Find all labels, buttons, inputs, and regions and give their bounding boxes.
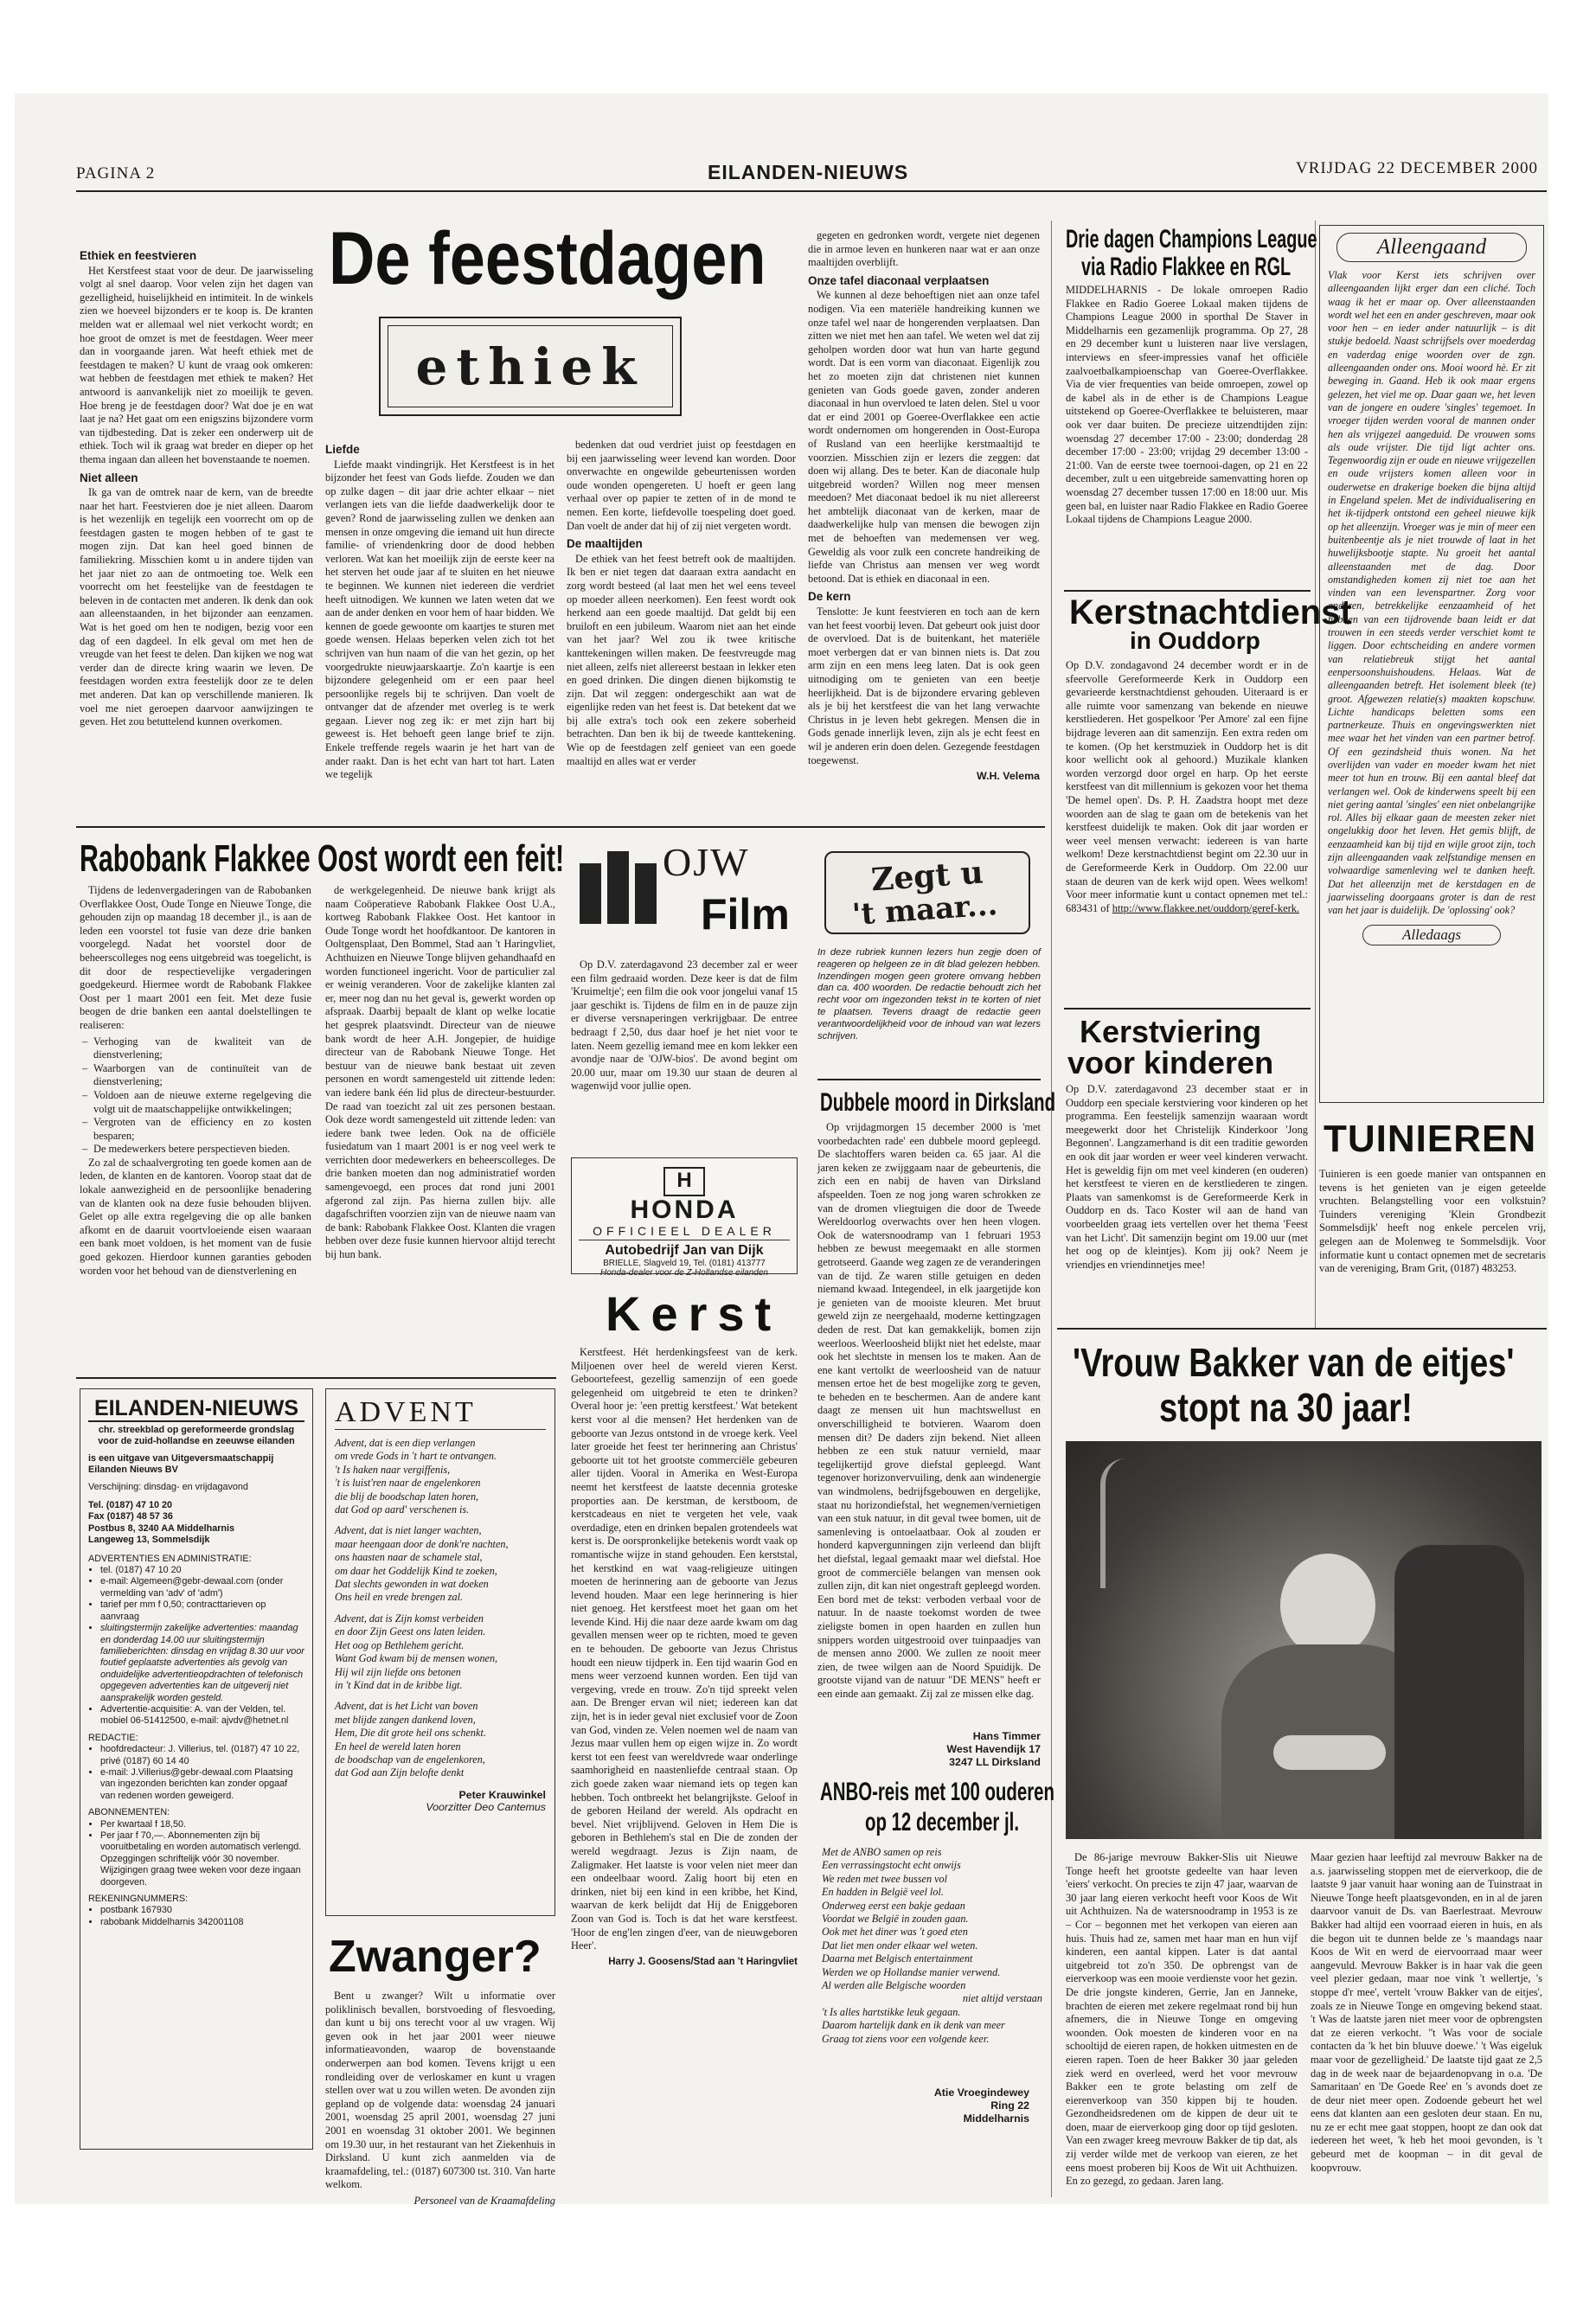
colophon-fax: Fax (0187) 48 57 36 [88,1511,173,1522]
alleengaand-box [1319,225,1544,1103]
honda-address: BRIELLE, Slagveld 19, Tel. (0181) 413777 [603,1259,766,1268]
rabobank-goals [80,1035,311,1157]
honda-dealer: OFFICIEEL DEALER [579,1224,790,1240]
advent-author: Peter Krauwinkel [458,1788,546,1801]
zegt-u-line2: 't maar... [850,888,999,933]
bakker-col1 [1066,1851,1298,2188]
poem-line: en door Zijn Geest ons laten leiden. [335,1625,486,1638]
zwanger-body [325,1990,555,2207]
poem-line: Werden we op Hollandse manier verwend. [822,1965,1001,1978]
stanza [335,1700,546,1779]
poem-line: Advent, dat is Zijn komst verbeiden [335,1612,484,1625]
issue-date: VRIJDAG 22 DECEMBER 2000 [1296,159,1538,177]
film-strip-icon [635,863,657,924]
woman-head [1280,1554,1375,1657]
woman-hands [1273,1735,1386,1770]
zwanger-title: Zwanger? [329,1932,542,1982]
rekening-list [88,1905,304,1928]
zwanger-sign: Personeel van de Kraamafdeling [413,2194,555,2207]
poem-line: Dat slechts gewonden in wat doeken [335,1578,489,1591]
paragraph: Maar gezien haar leeftijd zal mevrouw Bakker na de a.s. jaarwisseling stoppen met de eierverkoop, die de laatste 9 jaar vanuit haar woning aan de Tuinstraat in Nieuwe Tonge heeft plaatsgevonden, en in al de jaren daarvoor vanuit de Ds. van Baerlestraat. Mevrouw Bakker had altijd een voorraad eieren in huis, en als die begon uit te dunnen belde ze 's maandags naar Koos de Wit en werd de eiervoorraad maar weer aangevuld. Mevrouw Bakker is in haar vak die geen veel plezier gedaan, maar noe vink 't wellertje, 's stoppe d'r mee', vertelt 'vrouw Bakker van de eitjes', zoals ze in Nieuwe Tonge en omgeving bekend staat. 't Was de laatste jaren niet meer voor de opbrengsten dat ze eieren verkocht. ''t Was voor de sociale contacten da 'k het bin bluuve doewe.' 't Was eigeluk maar voor de gezelligheid.' De laatste tijd gaat ze 2,5 dag in de week naar de bejaardenopvang in o.a. 'De Samaritaan' en 'De Goede Ree' en 's avonds doet ze de deur niet meer open. Zodoende gebeurt het wel eens dat klanten aan een gesloten deur staan. En nu, nu ze er echt mee gaat stoppen, hoopt ze dan ook dat iedereen het weet, 'k heb het mooi gevonden, is 't gebeurd met de koopman – in dit geval de koopvrouw. [1311,1851,1542,2174]
chair-back [1394,1545,1524,1839]
signature-street: Ring 22 [990,2099,1029,2112]
paragraph: Bent u zwanger? Wilt u informatie over poliklinisch bevallen, borstvoeding of flesvoeding, dan kunt u bij ons terecht voor al uw vragen. Wij geven ook in het jaar 2001 weer nieuwe informatieavonden, waarop de bovenstaande onderwerpen aan bod komen. Tevens krijgt u een rondleiding over de verloskamer en kunt u vragen stellen over wat u zou willen weten. De avonden zijn gepland op de volgende data: woensdag 24 januari 2001, woensdag 25 april 2001, woensdag 27 juni 2001 en woensdag 31 oktober 2001. We beginnen om 19.30 uur, in het restaurant van het Ziekenhuis in Dirksland. U kunt zich aanmelden via de kraamafdeling, tel.: (0187) 607300 tst. 310. Van harte welkom. [325,1990,555,2191]
champions-title1: Drie dagen Champions League [1066,225,1317,253]
subhead: De kern [808,590,851,604]
poem-line: Dat liet men onder elkaar wel weten. [822,1939,978,1952]
poem-line: niet altijd verstaan [962,1992,1042,2005]
kerst-body [571,1346,798,2155]
poem-line: Advent, dat is een diep verlangen [335,1437,476,1449]
bakker-photo [1066,1441,1542,1839]
anbo-sign [817,2086,1029,2125]
poem-line: We reden met twee bussen vol [822,1872,947,1885]
abonnementen-list [88,1819,304,1888]
paragraph: Op vrijdagmorgen 15 december 2000 is 'met voorbedachten rade' een dubbele moord gepleegd. De slachtoffers waren beiden ca. 65 jaar. Al die jaren keken ze zwijggaam naar de gebeurtenis, die zich een en nabij de haven van Dirksland afspeelden. Toen ze nog jong waren schrokken ze van de dromen vliegtuigen die door de Tweede Wereldoorlog overwachts over hen heen vlogen. Ook de watersnoodramp van 1 februari 1953 hebben ze bewust meegemaakt en alle stormen getrotseerd. Gaande weg zagen ze de veranderingen van de tijd. Ze waren stille getuigen en deden niemand kwaad. Integendeel, in elk jaargetijde kon je genieten van de mooiste kleuren. Met bruut geweld zijn ze neergehaald, moderne kettingzagen deden de rest. Dat kan gemakkelijk, bomen zijn weerloos. Weerloosheid blijkt niet het edelste, maar ook het slechtste in mensen los te maken. Aan de ene kant vertolkt de weerloosheid van de natuur mensen ertoe het de best mogelijke zorg te geven, te beheden en te beschermen. Aan de andere kant daagt ze mensen uit hun machtswellust en onverschilligheid te botvieren. Waarom doen mensen dit? De daders zijn bekend. Niet alleen hebben ze een stuk natuur vernield, maar tegelijkertijd grove diefstal gepleegd. Want tegenover horizonvervuiling, denk aan windenergie van windmolens, bedrijfsgebouwen en dergelijke, staat nu horizondiefstal, het wegnemen/vernietigen van een stuk natuur, in dit geval twee bomen, uit de samenleving is ontoelaatbaar. Ook al zouden er honderd kapvergunningen zijn verleend dan blijft het diefstal, legaal gemaakt maar wel diefstal. Hoe groot de commerciële belangen van mensen ook zullen zijn, dit kan niet ongestraft gepleegd worden. Een bord met de tekst: verboden verbaal voor de natuur. In de naaste toekomst worden de twee zieligste bomen in open haarden en zullen hun snippers worden uitgestrooid over tuinpaadjes van de mensen anno 2000. We zullen ze nooit meer zien, de twee wilgen aan de Noord Spuidijk. De grootste vijand van de natuur "DE MENS" heeft er een einde aan gemaakt. Zij zal ze missen elke dag. [817,1121,1041,1700]
alleengaand-title: Alleengaand [1336,233,1527,262]
ethiek-logo-text: ethiek [415,337,645,396]
paragraph [1066,659,1308,915]
author-signature: W.H. Velema [977,770,1040,783]
paragraph: Tijdens de ledenvergaderingen van de Rabobanken Overflakkee Oost, Oude Tonge en Nieuwe Tonge, die gehouden zijn op maandag 18 december jl., is aan de leden een voorstel tot fusie van deze drie banken voorgelegd. Nadat het voorstel door de beheerscolleges nog eens uitgebreid was toegelicht, is dit door de respectievelijke vergaderingen goedgekeurd. Hiermee wordt de Rabobank Flakkee Oost per 1 maart 2001 een feit. Met deze fusie beogen de drie banken een aantal doelstellingen te realiseren: [80,884,311,1031]
stanza [335,1612,546,1692]
tuinieren-title: TUINIEREN [1324,1118,1537,1160]
feestdagen-title: De feestdagen [329,217,766,300]
signature-name: Atie Vroegindewey [933,2086,1029,2099]
honda-ad [571,1157,798,1278]
list-item: • tel. (0187) 47 10 20 [100,1565,304,1576]
poem-line: Daarom hartelijk dank en ik denk van meer [822,2019,1005,2032]
poem-line: Ons heil en vrede brengen zal. [335,1591,464,1604]
poem-line: die blij de boodschap laten horen, [335,1490,479,1503]
honda-brand: HONDA [630,1195,739,1224]
poem-line: Advent, dat is niet langer wachten, [335,1524,482,1537]
kerstnacht-link[interactable]: http://www.flakkee.net/ouddorp/geref-kerk. [1112,901,1300,914]
dubbele-sign [817,1730,1041,1769]
poem-line: En hadden in België veel lol. [822,1886,944,1899]
list-item: • Advertentie-acquisitie: A. van der Velden, tel. mobiel 06-51412500, e-mail: ajvdv@hetnet.nl [100,1704,304,1727]
kerst-title: Kerst [606,1286,782,1341]
advent-author-role: Voorzitter Deo Cantemus [426,1800,546,1813]
subhead: Niet alleen [80,471,138,484]
colophon-tagline: chr. streekblad op gereformeerde grondslag voor de zuid-hollandse en zeeuwse eilanden [98,1425,295,1447]
kerstviering-title2: voor kinderen [1067,1045,1274,1080]
kerstnacht-title1: Kerstnachtdienst [1069,593,1352,631]
colophon-publisher: is een uitgave van Uitgeversmaatschappij Eilanden Nieuws BV [88,1452,274,1476]
lamp-shape [1100,1458,1152,1588]
poem-line: Advent, dat is het Licht van boven [335,1700,478,1713]
list-item: – Verhoging van de kwaliteit van de dienstverlening; [93,1035,311,1062]
poem-line: Een verrassingstocht echt onwijs [822,1859,961,1872]
rabobank-title: Rabobank Flakkee Oost wordt een feit! [80,837,565,880]
poem-line: met blijde zangen dankend loven, [335,1713,476,1726]
paragraph: Kerstfeest. Hét herdenkingsfeest van de kerk. Miljoenen over heel de wereld vieren Kerst. Geboortefeest, gezellig samenzijn of een goede gelegenheid om uitgebreid te eten te drinken? Overal hoor je: 'een prettig kerstfeest.' Wat betekent kerst voor al die mensen? Het herdenken van de geboorte van Jezus ontstond in de vroege kerk. Veel later groeide het feest ter herinnering aan Christus' geboorte uit tot het grootste commerciële gebeuren aller tijden. Vooral in Amerika en West-Europa neemt het kerstfeest de laatste decennia groteske proporties aan. De kerstman, de kerstboom, de kerstcadeaus en niet te vergeten het vele, vaak overdadige, eten en drinken bepalen grotendeels wat kerst is. De oorspronkelijke betekenis wordt vaak op romantische wijze in stand gehouden. Een kerststal, het kerstkind en wat vaag-religieuze uitingen moeten de herinnering aan de geboorte van Jezus levend houden. Maar een lege herinnering is hier niet genoeg. Het kerstfeest moet het gaan om het levende Kind. Hij die naar deze aarde kwam om dag gevallen mensen weer op te richten, moed te geven en te behouden. De geboorte van Jezus Christus houdt een nieuw tijdperk in. Een tijd waarin God en mens weer verzoend kunnen worden. Een tijd van vergeving, vrede en trouw. Zo'n tijd spreekt velen aan. De Brenger ervan wil niet; iedereen kan dat zijn, het is in ieder geval niet exclusief voor de Zoon van God, vinden ze. Velen noemen wel de naam van Jezus maar vullen hem op eigen wijze in. Zo wordt kerst tot een feest van wereldvrede waar onderlinge saamhorigheid en naastenliefde centraal staan. Op zich goede zaken waar niemand iets op tegen kan hebben. Toch ontbreekt het belangrijkste. Geloof in de geboren Heiland der wereld. Als opdracht en bevel. Niet vrijblijvend. Geloven in Hem Die is geboren in Bethlehem's stal en Die de zonden der wereld wegdraagt. Jezus is Zijn naam, de Zaligmaker. Het laatste is voor velen niet meer dan een ondeelbaar woord. Zalig hoort bij eten en drinken, niet bij een kind in een kribbe, het Kind, waarvan de kerk belijdt dat Hij de Eniggeboren Zoon van God is. Toch is dat het ware kerstfeest. 'Hoor de eng'len zingen d'eer, van de nieuwgeboren Heer'. [571,1346,798,1952]
signature-city: 3247 LL Dirksland [949,1756,1041,1768]
honda-h-icon: H [663,1167,705,1196]
dubbele-body [817,1121,1041,1727]
paragraph: Op D.V. zaterdagavond 23 december zal er weer een film gedraaid worden. Deze keer is dat de film 'Kruimeltje'; een film die ook voor jongelui vanaf 15 jaar geschikt is. Tijdens de film en in de pauze zijn er diverse versnaperingen verkrijgbaar. De entree bedraagt f 2,50, dus daar hoef je het niet voor te laten. Neem gezellig iemand mee en kom lekker een avondje naar de 'OJW-bios'. De avond begint om 20.00 uur, maar om 19.30 uur staan de deuren al wagenwijd voor jullie open. [571,958,798,1093]
paragraph: Zo zal de schaalvergroting ten goede komen aan de leden, de klanten en de kantoren. Voorop staat dat de lokale aanwezigheid en de persoonlijke benadering van de klanten ook na deze fusie behouden blijven. Gelet op alle extra regelgeving die op alle banken afkomt en de daaruit voortvloeiende eisen waaraan een bank moet voldoen, is het moment van de fusie goed gekozen. Hierdoor kunnen garanties geboden worden voor het behoud van de dienstverlening en [80,1156,311,1277]
poem-line: Ook met het diner was 't goed eten [822,1926,968,1939]
advent-box [325,1388,555,1916]
poem-line: Onderweg eerst een bakje gedaan [822,1899,965,1912]
feestdagen-col1 [80,245,313,798]
bakker-col2 [1311,1851,1542,2174]
page-number: PAGINA 2 [76,164,156,183]
honda-tagline: Honda-dealer voor de Z-Hollandse eilanden [599,1268,768,1278]
list-item: – Voldoen aan de nieuwe externe regelgeving die volgt uit de maatschappelijke ontwikkelingen; [93,1089,311,1116]
list-item: • rabobank Middelharnis 342001108 [100,1917,304,1928]
poem-line: 't Is haken naar vergiffenis, [335,1463,451,1476]
honda-company: Autobedrijf Jan van Dijk [605,1243,764,1258]
ethiek-logo [379,317,682,416]
list-item: • Per kwartaal f 18,50. [100,1819,304,1830]
rabobank-col2 [325,884,555,1368]
poem-line: maar heengaan door de donk're nachten, [335,1537,509,1550]
colophon-address: Langeweg 13, Sommelsdijk [88,1535,210,1546]
poem-line: in 't Kind dat in de kribbe ligt. [335,1678,463,1691]
zegt-u-line1: Zegt u [869,854,985,899]
poem-line: ons haasten naar de schamele stal, [335,1551,483,1564]
signature-name: Hans Timmer [972,1730,1041,1742]
poem-line: de boodschap van de engelenkoren, [335,1753,485,1766]
paragraph: We kunnen al deze behoeftigen niet aan onze tafel nodigen. Via een materiële handreiking kunnen we onze tafel wel naar de hongerenden verplaatsen. Dan zitten we niet met hen aan tafel. We weten wel dat zij geholpen worden door wat hun van harte gegund wordt. Dat is een vorm van diaconaat. Eigenlijk zou het zo moeten zijn dat christenen niet kunnen genieten van Gods goede gaven, zonder anderen diaconaal in hun overvloed te laten delen. Stel u voor dat er eind 2001 op Goeree-Overflakkee een actie wordt ondernomen om hongerenden in Oost-Europa of Rusland van een heerlijke kerstmaaltijd te voorzien. Misschien zijn er lezers die zeggen: dat doen wij allang. Des te beter. Kan de diaconale hulp uitgebreid worden? Willen nog meer mensen meedoen? Met diaconaat bedoel ik nu niet allereerst het ambtelijk diaconaat van de kerken, maar de daadwerkelijke hulp van mensen die bewogen zijn met de behoeften van medemensen ver weg. Geweldig als voor zulk een concrete handreiking de liefde van Christus aan mensen ver weg wordt betoond. Dat is ethiek en diaconaal in een. [808,289,1040,585]
list-item: • hoofdredacteur: J. Villerius, tel. (0187) 47 10 22, privé (0187) 60 14 40 [100,1744,304,1767]
paragraph: Ik ga van de omtrek naar de kern, van de breedte naar het hart. Feestvieren doe je niet alleen. Daarom is het wezenlijk en tegelijk een voorrecht om op de feestdagen gasten te mogen hebben of te gast te mogen zijn. Dat kan heel goed binnen de familiekring. Misschien komt u in andere tijden van het jaar niet zo aan de ontmoeting toe. Welk een voorrecht om het feestelijke van de feestdagen te beleven in de contacten met anderen. Ik denk dan ook aan alleenstaanden, in het bijzonder aan eenzamen. Wat is het goed om hen te nodigen, bezig voor een dag of een dagdeel. In elk geval om met hen de vreugde van het feest te delen. Dan kijken we nog wat verder dan de directe kring waarin we leven. De feestdagen worden extra feestelijk door ze te delen met anderen. Dat kan op verschillende manieren. Ik voel me niet geroepen daarvoor aanwijzingen te geven. Het zou betuttelend kunnen overkomen. [80,486,313,728]
advent-title: ADVENT [335,1396,546,1430]
poem-line: dat God op aard' verschenen is. [335,1503,470,1516]
page-header [76,156,1547,190]
tuinieren-body [1319,1168,1546,1324]
feestdagen-col4 [808,229,1040,817]
alleengaand-sign: Alledaags [1362,925,1501,945]
poem-line: Want God kwam bij de mensen wonen, [335,1652,498,1665]
kerstnacht-title2: in Ouddorp [1130,627,1260,654]
poem-line: om daar het Goddelijk Kind te zoeken, [335,1564,497,1577]
dubbele-title: Dubbele moord in Dirksland [820,1088,1056,1117]
feestdagen-col3 [567,439,796,798]
paragraph: Tenslotte: Je kunt feestvieren en toch aan de kern van het feest voorbij leven. Dat gebeurt ook juist door de overvloed. Dat is de buitenkant, het materiële moet verbergen dat er van binnen niets is. Dat zou arm zijn en een mens leeg laten. Dat is ook geen uitnodiging om te genieten van een beetje heerlijkheid. Dat is de bijzondere ervaring gebleven als je bij het kerstfeest die van het lang verwachte Christus in je leven hebt gekregen. Mensen die in Gods genade innerlijk leven, zijn als je echt feest en wil je anderen erin doen delen. Gezegende feestdagen toegewenst. [808,606,1040,766]
kerstnacht-body [1066,659,1308,1002]
zegt-u-logo [817,846,1038,941]
anbo-poem [822,1846,1042,2046]
subhead: Onze tafel diaconaal verplaatsen [808,273,990,287]
poem-line: Met de ANBO samen op reis [822,1846,942,1858]
kerst-sign: Harry J. Goosens/Stad aan 't Haringvliet [608,1956,798,1967]
poem-line: 't Is alles hartstikke leuk gegaan. [822,2005,961,2018]
list-item: • tarief per mm f 0,50; contracttarieven op aanvraag [100,1599,304,1623]
anbo-title1: ANBO-reis met 100 ouderen [820,1778,1054,1806]
poem-line: En heel de wereld laten horen [335,1740,461,1753]
rekening-heading: REKENINGNUMMERS: [88,1894,189,1905]
paragraph: gegeten en gedronken wordt, vergete niet degenen die in armoe leven en hunkeren naar wat er aan onze maaltijden overblijft. [808,229,1040,269]
advent-poem [335,1437,546,1780]
colophon-postbus: Postbus 8, 3240 AA Middelharnis [88,1522,234,1534]
poem-line: 't is luist'ren naar de engelenkoren [335,1477,481,1490]
paragraph: Tuinieren is een goede manier van ontspannen en tevens is het genieten van je eigen geteelde vruchten. Belangstelling voor een volkstuin? Tuinders vereniging 'Klein Grondbezit Sommelsdijk' heeft nog enkele percelen vrij, gelegen aan de Molenweg te Sommelsdijk. Voor informatie kunt u contact opnemen met de secretaris van de vereniging, Bram Grit, (0187) 483253. [1319,1168,1546,1275]
poem-line: Het oog op Bethlehem gericht. [335,1638,465,1651]
poem-line: Graag tot ziens voor een volgende keer. [822,2032,990,2045]
ojw-letters: OJW [663,840,750,884]
signature-street: West Havendijk 17 [946,1743,1041,1755]
colophon-box [80,1388,313,2150]
paragraph: De 86-jarige mevrouw Bakker-Slis uit Nieuwe Tonge heeft het grootste gedeelte van haar leven 'eiers' verkocht. On precies te zijn 47 jaar, waarvan de 30 jaar lang eieren verkocht heeft voor Koos de Wit uit Achthuizen. Na de watersnoodramp in 1953 is ze – Cor – begonnen met het verkopen van eieren aan huis. Thuis had ze, samen met haar man en hun vijf kinderen, een aantal kippen. Later is dat aantal uitgebreid tot zo'n 350. De opbrengst van de eierverkoop was een mooie verdienste voor het gezin. De drie jongste kinderen, Gerrie, Jan en Janneke, brachten de eieren met zekere regelmaat rond bij hun afnemers, die in Nieuwe Tonge en omgeving woonden. Ook moesten de kinderen voor en na schooltijd de eieren rapen, de hokken uitmesten en de eieren rapen. Toen de heer Bakker 30 jaar geleden ziek werd en overleed, werd het voor mevrouw Bakker een te grote belasting om zelf de eierenverkoop van 350 kippen bij te houden. Gezondheidsredenen om de kippen de deur uit te doen, maar de eierverkoop ging door op tijd gesloten. Van een zwager kreeg mevrouw Bakker de tip dat, als zij verder wilde met de verkoop van eieren, ze het eens moest proberen bij Koos de Wit uit Achthuizen. En zo gezegd, zo gedaan. Jaren lang. [1066,1851,1298,2188]
poem-line: Daarna met Belgisch entertainment [822,1952,973,1965]
paragraph: Op D.V. zaterdagavond 23 december staat er in Ouddorp een speciale kerstviering voor kinderen op het programma. Een feestelijk samenzijn waaraan wordt meegewerkt door het Christelijk Kinderkoor 'Jong Begonnen'. Langzamerhand is dit een traditie geworden en ook dit jaar worden er weer veel kinderen verwacht. Het is geweldig fijn om met veel kinderen (en ouderen) het kerstfeest te vieren en de kerstliederen te zingen. Plaats van samenkomst is de Gereformeerde Kerk in Ouddorp en ds. Taco Koster wil aan de hand van voorbeelden graag iets vertellen over het thema 'Feest van het Licht'. Dit samenzijn begint om 19.00 uur (met het oog op de kleintjes). Kom jij ook? Neem je vriendjes en vriendinnetjes mee! [1066,1083,1308,1271]
subhead: De maaltijden [567,537,643,551]
paragraph: De ethiek van het feest betreft ook de maaltijden. Ik ben er niet tegen dat daaraan extra aandacht en zorg wordt besteed (al laat men het wel eens teveel op moeder alleen neerkomen). Een feest wordt ook herkend aan een goede maaltijd. Dat geldt bij een bruiloft en een jubileum. Waarom niet aan het einde van het jaar? Wel zou ik twee kritische kanttekeningen willen maken. De feestvreugde mag niet alleen, zelfs niet allereerst bestaan in lekker eten en goed drinken. Die dingen dienen bijkomstig te zijn. Dat wil zeggen: ondergeschikt aan wat de eigenlijke reden van het feest is. Dat betekent dat we bij alle extra's toch ook een zekere soberheid betrachten. Dan ben ik bij de tweede kanttekening. Wie op de feestdagen zelf genieet van een goede maaltijd en alles wat er verder [567,552,796,767]
paragraph: Het Kerstfeest staat voor de deur. De jaarwisseling volgt al snel daarop. Voor velen zijn het dagen van gezelligheid, huiselijkheid en intimiteit. In de winkels zien we hoeveel bijzonders er te koop is. De kranten melden wat er allemaal wel niet verkocht wordt; en hoe groot de omzet is met de feestdagen. Weer meer dan in voorgaande jaren. Wat heeft ethiek met de feestdagen te maken? U kunt de vraag ook omkeren: wat hebben de feestdagen met ethiek te maken? Het antwoord is aanvankelijk niet zo moeilijk te geven. Hoe breng je de feestdagen door? Wat doe je en wat laat je na? Het gaat om een enigszins bijzondere vorm van tijdbesteding. Dat is zeker een onderwerp uit de ethiek. Toch wil ik graag wat breder en dieper op het thema ingaan dan alleen het bovenstaande te noemen. [80,264,313,465]
ads-list [88,1565,304,1727]
poem-line: Voordat we België in zouden gaan. [822,1913,969,1926]
list-item: • e-mail: Algemeen@gebr-dewaal.com (onder vermelding van 'adv' of 'adm') [100,1576,304,1599]
ads-heading: ADVERTENTIES EN ADMINISTRATIE: [88,1553,252,1564]
ojw-logo [571,839,792,956]
feestdagen-col2 [325,439,554,798]
bakker-title1: 'Vrouw Bakker van de eitjes' [1073,1340,1515,1385]
colophon-days: Verschijning: dinsdag- en vrijdagavond [88,1481,248,1492]
poem-line: Hij wil zijn liefde ons betonen [335,1665,461,1678]
paragraph: de werkgelegenheid. De nieuwe bank krijgt als naam Coöperatieve Rabobank Flakkee Oost U.A., kortweg Rabobank Flakkee Oost. Het kantoor in Oude Tonge wordt het hoofdkantoor. De kantoren in Ooltgensplaat, Den Bommel, Stad aan 't Haringvliet, Achthuizen en Nieuwe Tonge blijven gehandhaafd en worden functioneel ingericht. Voor de particulier zal er weinig veranderen. Voor de zakelijke klanten zal er, meer nog dan nu het geval is, gewerkt worden op afspraak. Daarbij bepaalt de klant op welke locatie het gesprek plaatsvindt. Directeur van de nieuwe bank wordt de heer A.H. Jongepier, de huidige directeur van de Rabobank Nieuwe Tonge. Het bestuur van de nieuwe bank bestaat uit zeven personen en wordt samengesteld uit zittende leden: van iedere bank één lid plus de directeur-bestuurder. De raad van toezicht zal uit zes personen bestaan. Ook deze wordt samengesteld uit zittende leden: van iedere bank twee leden. Ook na de officiële fusiedatum van 1 maart 2001 is er nog veel werk te verrichten door medewerkers en beheerscolleges. De drie banken moeten dan nog administratief worden samengevoegd, een proces dat rond juni 2001 afgerond zal zijn. Pas hierna zullen bijv. alle dagafschriften voorzien zijn van de nieuwe naam van de bank: Rabobank Flakkee Oost. Klanten die vragen hebben over deze fusie kunnen hiervoor altijd terecht bij hun bank. [325,884,555,1261]
redactie-list [88,1744,304,1802]
kerstnacht-text: Op D.V. zondagavond 24 december wordt er in de sfeervolle Gereformeerde Kerk in Ouddorp een gevarieerde kerstnachtdienst gehouden. Uiteraard is er alle ruimte voor samenzang van bekende en nieuwe kerstliederen. Het gospelkoor 'Per Amore' zal een fijne bijdrage leveren aan dit samenzijn. Een extra reden om te komen. (Op het kerstmuziek in Ouddorp het is dit koor wellicht ook al gehoord.) Muzikale klanken worden verzorgd door orgel en harp. Op het eerste kerstfeest van dit millennium is gekozen voor het thema 'De hemel open'. Ds. P. H. Zaadstra hoopt met deze woorden aan de slag te gaan om de betekenis van het kerstfeest duidelijk te maken. Ook dit jaar worden er weer veel mensen verwacht: iedereen is van harte welkom! Deze kerstnachtdienst begint om 22.30 uur in de Gereformeerde Kerk in Ouddorp. Om 22.00 uur staan de deuren van de kerk wijd open. Wees welkom! Voor meer informatie kunt u contact opnemen met tel.: 683431 of [1066,659,1308,914]
abonnementen-heading: ABONNEMENTEN: [88,1807,170,1818]
stanza [335,1524,546,1604]
kerstviering-title1: Kerstviering [1080,1014,1262,1049]
rabobank-col1 [80,884,311,1368]
film-strip-icon [580,863,601,924]
poem-line: om vrede Gods in 't hart te ontvangen. [335,1450,497,1463]
zegt-u-caption: In deze rubriek kunnen lezers hun zegje doen of reageren op helgeen ze in dit blad gelezen hebben. Inzendingen mogen geen grotere omvang hebben dan ca. 400 woorden. De redactie behoudt zich het recht voor om ingezonden tekst in te korten of niet te plaatsen. Tevens draagt de redactie geen verantwoordelijkheid voor de inhoud van wat lezers schrijven. [817,947,1041,1042]
paragraph: MIDDELHARNIS - De lokale omroepen Radio Flakkee en Radio Goeree Lokaal maken tijdens de Champions League 2000 in sporthal De Staver in Middelharnis een gezamenlijk programma. Op 27, 28 en 29 december kunt u luisteren naar live verslagen, interviews en sfeer-impressies vanaf het officiële zaalvoetbalkampioenschap van Goeree-Overflakkee. Via de vier frequenties van beide omroepen, zowel op de kabel als in de ether is de Champions League uitstekend op Goeree-Overflakkee te beluisteren, maar ook ver daar buiten. De precieze uitzendtijden zijn: woensdag 27 december 17:00 - 23:00; donderdag 28 december 17:00 - 23:00; vrijdag 29 december 13:00 - 21:00. Van de eerste twee toernooi-dagen, op 21 en 22 december, zult u een uitgebreide samenvatting horen op woensdag 27 december tussen 17:00 en 18:00 uur. Mis geen bal, en luister naar Radio Flakkee en Radio Goeree Lokaal tijdens de Champions League 2000. [1066,284,1308,526]
bakker-title2: stopt na 30 jaar! [1159,1385,1413,1430]
list-item: – De medewerkers betere perspectieven bieden. [93,1143,311,1157]
poem-line: Al werden alle Belgische woorden [822,1979,966,1992]
film-strip-icon [607,851,629,924]
ojw-body [571,958,798,1093]
ojw-film: Film [701,890,790,939]
list-item: • postbank 167930 [100,1905,304,1916]
list-item: • Per jaar f 70,—. Abonnementen zijn bij vooruitbetaling en worden automatisch verlengd. Opzeggingen schriftelijk vóór 30 november. Wijzigingen graag twee weken voor deze ingaan doorgeven. [100,1830,304,1888]
champions-title2: via Radio Flakkee en RGL [1081,253,1292,281]
paragraph: Liefde maakt vindingrijk. Het Kerstfeest is in het bijzonder het feest van Gods liefde. Zouden we dan op zulke dagen – dit jaar drie achter elkaar – niet verlangen iets van die liefde daadwerkelijk door te geven? Rond de jaarwisseling zullen we denken aan mensen in onze omgeving die iemand uit hun directe familie- of vriendenkring door de dood hebben verloren. Wat kan het moeilijk zijn de eerste keer na het sterven het oude jaar af te sluiten en het nieuwe te beginnen. We kunnen niet iedereen die verdriet heeft uitnodigen. We kunnen we laten weten dat we aan de ander denken en voor hem of haar bidden. We kennen de goede gewoonte om kaartjes te sturen met goede wensen. Helaas beperken velen zich tot het schrijven van hun naam of die van het gezin, op het voorgedrukte nieuwjaarskaartje. Zo'n kaartje is een bijzondere gelegenheid om er een paar heel persoonlijke regels bij te schrijven. Dan voelt de ontvanger dat de afzender met overleg is te werk gegaan. Liever nog zeg ik: er met zijn hart bij geweest is. Het behoeft geen lange brief te zijn. Enkele treffende regels waarin je het hart van de ander raakt. Dan is het echt van hart tot hart. Laten we tegelijk [325,458,554,781]
list-item: • e-mail: J.Villerius@gebr-dewaal.com Plaatsing van ingezonden berichten kan zonder opgaaf van redenen worden geweigerd. [100,1767,304,1802]
kerstviering-body [1066,1083,1308,1322]
subhead: Ethiek en feestvieren [80,249,197,262]
list-item: – Vergroten van de efficiency en zo kosten besparen; [93,1116,311,1143]
paragraph: bedenken dat oud verdriet juist op feestdagen en bij een jaarwisseling weer levend kan worden. Door onverwachte en ongewilde gebeurtenissen worden oude wonden opengereten. U hoeft er geen lang verhaal over op papier te zetten of in de mond te nemen. Een korte, liefdevolle toespeling doet goed. Dan voelt de ander dat hij of zij niet vergeten wordt. [567,439,796,532]
list-item: – Waarborgen van de continuïteit van de dienstverlening; [93,1062,311,1089]
anbo-title2: op 12 december jl. [865,1808,1020,1836]
masthead: EILANDEN-NIEUWS [708,161,909,183]
alleengaand-body: Vlak voor Kerst iets schrijven over alleengaanden lijkt erger dan een cliché. Toch waag ik het er maar op. Over alleenstaanden wordt wel het een en ander geschreven, maar ook voor hen – en ieder ander natuurlijk – is dit stukje bedoeld. Naast schrijfsels over moederdag en vaderdag enige woorden over de zgn. alleengaanden onder ons. Mooi woord hè. Er zit beweging in. Gaand. Heb ik ook maar ergens gelezen, het viel me op. Daar gaan we, het leven van de jongere en oudere 'singles' tegemoet. In vroeger tijden werden vooral de mannen onder hen als vrijgezel aangeduid. De vrouwen soms als oude vrijster. Die tijd ligt achter ons. Tegenwoordig zijn er oude en nieuwe vrijgezellen en oude vrijsters komen alleen voor in ouderwetse en drakerige boeken die bijna altijd in Engeland spelen. Met de individualisering en het ik-tijdperk ontstond een geheel nieuwe kijk op het alleenzijn. Vroeger was je min of meer een buitenbeentje als je niet trouwde of laat in het huwelijksbootje stapte. Nu groeit het aantal alleenstaanden met de dag. Door omstandigheden komen zij niet toe aan het vinden van een levenspartner. Zorg voor anderen, betrekkelijke eenzaamheid of het hebben van een tijdrovende baan leidt er dat trouwen in een steeds verder verschiet komt te liggen. Door echtscheiding en andere vormen van relatiebreuk stijgt het aantal eenpersoonshuishoudens. Helaas. Wat de alleengaanden betreft. Het isolement bleek (te) groot. Afgewezen relatie(s) maakten kopschuw. Lichte handicaps beletten soms een partnerkeuze. Thuis en ongevingswerkten niet mee waar het het vinden van een partner betrof. Of een gezindsheid thuis wonen. Na het overlijden van vader en moeder kwam het niet meer tot hun en trouw. Bij een aantal bleef dat verlangen wel. Ook de kinderwens speelt bij een niet gering aantal 'singles' een niet onbelangrijke rol. Alles bij elkaar gaan de meesten zeker niet ongelukkig door het leven. Het gemis blijft, de eenzaamheid kan bij tijd en wijle groot zijn, toch zijn alleengaanden vaak zelfstandige mensen en volwaardige samenleving wel te danken heeft. Dat het alleenzijn met de kerstdagen en de jaarwisseling doorgaans groter is dan de rest van het jaar is duidelijk. De 'oplossing' ook? [1328,269,1535,917]
champions-body [1066,284,1308,588]
list-item: • sluitingstermijn zakelijke advertenties: maandag en donderdag 14.00 uur sluitingstermijn familieberichten: dinsdag en vrijdag 8.30 uur voor foutief geplaatste advertenties als gevolg van onduidelijke advertentieopdrachten of telefonisch opgegeven advertenties kan de uitgeverij niet aansprakelijk worden gesteld. [100,1623,304,1704]
colophon-tel: Tel. (0187) 47 10 20 [88,1500,173,1511]
poem-line: Hem, Die dit grote heil ons schenkt. [335,1727,486,1740]
poem-line: dat God aan Zijn belofte denkt [335,1766,465,1779]
signature-city: Middelharnis [963,2112,1029,2125]
subhead: Liefde [325,443,360,456]
redactie-heading: REDACTIE: [88,1732,138,1743]
stanza [335,1437,546,1516]
colophon-masthead: EILANDEN-NIEUWS [88,1396,304,1422]
